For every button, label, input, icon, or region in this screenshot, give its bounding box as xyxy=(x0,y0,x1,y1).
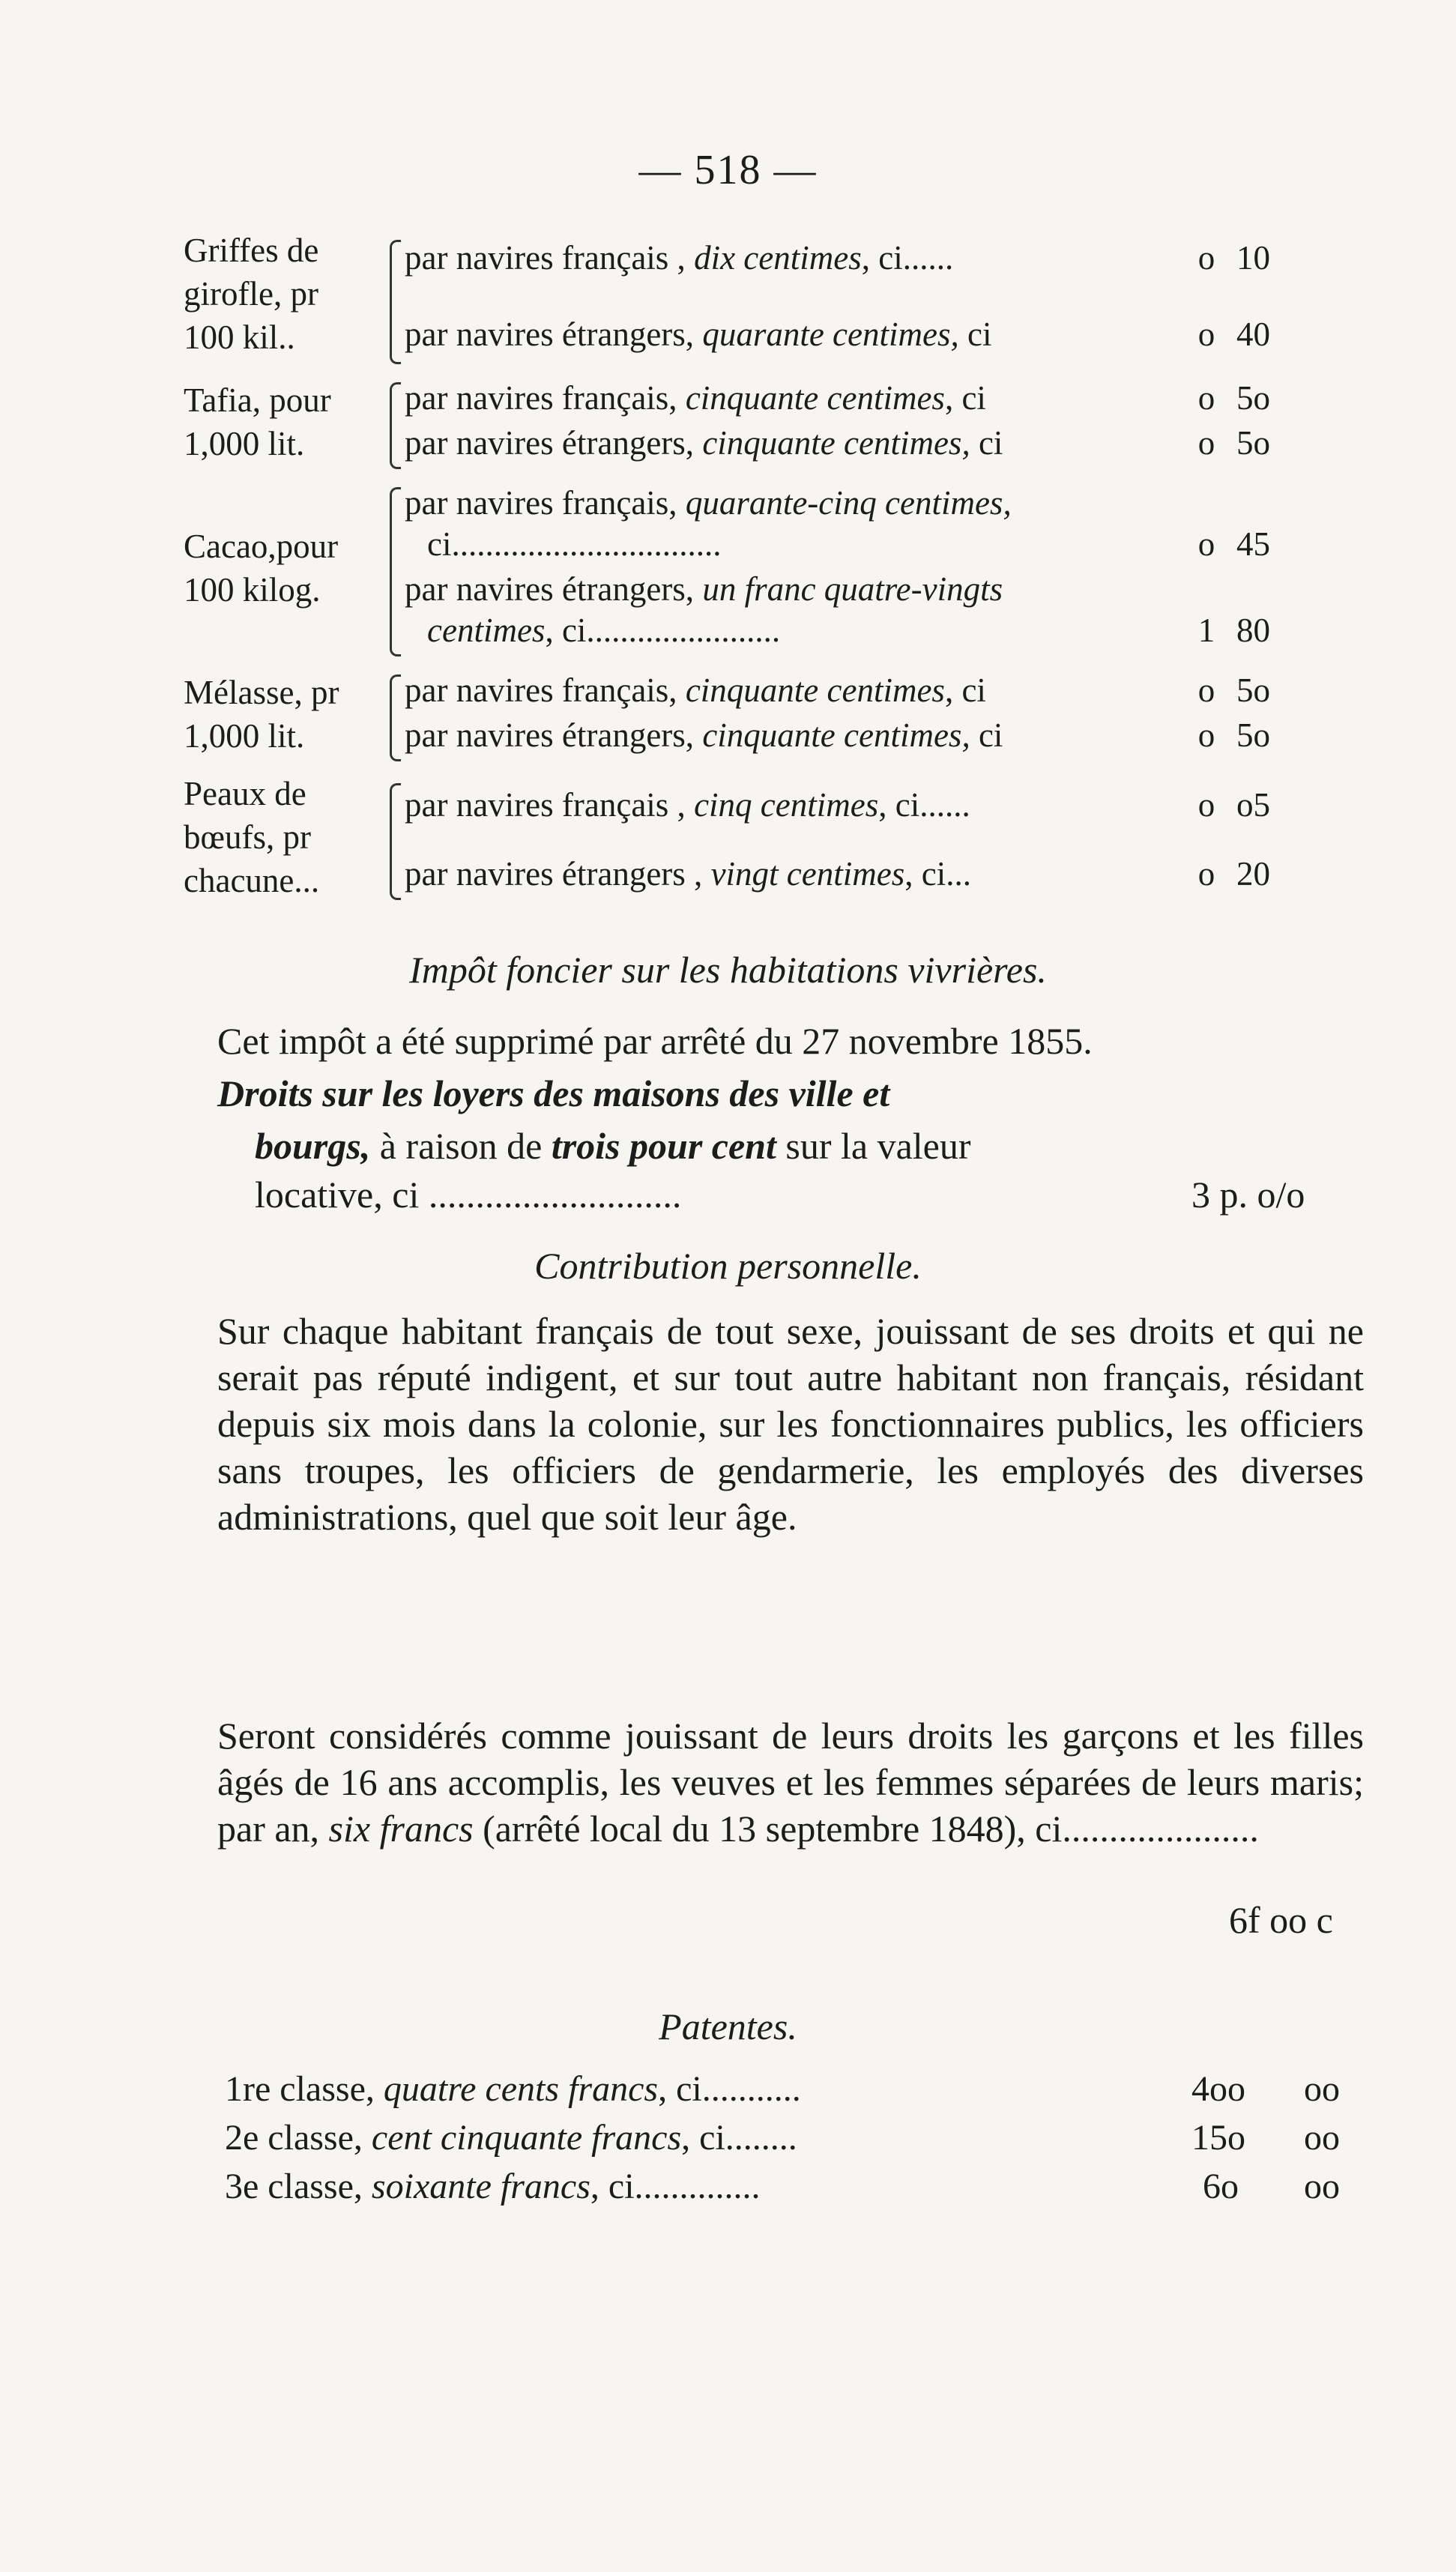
patente-row: 1re classe, quatre cents francs, ci........... xyxy=(225,2069,801,2109)
brace xyxy=(390,382,401,469)
tariff-label-line: 1,000 lit. xyxy=(184,717,305,755)
tariff-label-tafia xyxy=(184,378,331,465)
patentes-heading: Patentes. xyxy=(659,2005,797,2047)
contribution-paragraph-2: Seront considérés comme jouissant de leurs droits les garçons et les filles âgés de 16 ans accomplis, les veuves et les femmes séparées de leurs maris; par an, six francs (arrêté local du 13 septembre 1848), ci..................... xyxy=(217,1715,1364,1850)
tariff-label-line: bœufs, pr xyxy=(184,818,311,856)
patente-cents: oo xyxy=(1304,2069,1340,2109)
tariff-label-peaux xyxy=(184,772,319,902)
patente-amount: 4oo xyxy=(1191,2069,1245,2109)
tariff-row: ci................................ o 45 xyxy=(427,525,1270,563)
tariff-label-line: Tafia, pour xyxy=(184,381,331,419)
tariff-row: par navires français , cinq centimes, ci...... o o5 xyxy=(405,786,1270,824)
tariff-label-line: 100 kil.. xyxy=(184,319,295,356)
droits-line-2: bourgs, à raison de trois pour cent sur la valeur xyxy=(255,1125,971,1167)
tariff-row: par navires étrangers, cinquante centimes, ci o 5o xyxy=(405,424,1270,462)
brace xyxy=(390,487,401,656)
tariff-label-line: girofle, pr xyxy=(184,275,318,313)
tariff-label-line: 1,000 lit. xyxy=(184,425,305,462)
tariff-row: centimes, ci....................... 1 80 xyxy=(427,612,1270,649)
tariff-label-line: Griffes de xyxy=(184,232,319,269)
brace xyxy=(390,674,401,761)
tariff-row: par navires français, quarante-cinq centimes, xyxy=(405,484,1012,522)
patente-cents: oo xyxy=(1304,2167,1340,2206)
contribution-heading: Contribution personnelle. xyxy=(534,1245,922,1287)
patente-amount: 15o xyxy=(1191,2118,1245,2158)
tariff-label-cacao xyxy=(184,525,338,612)
droits-amount: 3 p. o/o xyxy=(1191,1174,1305,1216)
droits-line-3: locative, ci ........................... xyxy=(255,1174,682,1216)
tariff-row: par navires étrangers, quarante centimes, ci o 40 xyxy=(405,316,1270,353)
tariff-label-line: 100 kilog. xyxy=(184,571,321,609)
patente-amount: 6o xyxy=(1203,2167,1239,2206)
tariff-label-girofle xyxy=(184,229,318,359)
page-number: — 518 — xyxy=(638,147,818,193)
tariff-row: par navires français, cinquante centimes, ci o 5o xyxy=(405,379,1270,417)
patente-row: 3e classe, soixante francs, ci.............. xyxy=(225,2167,761,2206)
patente-cents: oo xyxy=(1304,2118,1340,2158)
contribution-amount: 6f oo c xyxy=(1229,1899,1333,1941)
brace xyxy=(390,783,401,900)
tariff-row: par navires étrangers, un franc quatre-vingts xyxy=(405,570,1003,608)
tariff-label-line: Mélasse, pr xyxy=(184,674,339,711)
impot-heading: Impôt foncier sur les habitations vivrières. xyxy=(409,949,1047,991)
brace xyxy=(390,240,401,364)
tariff-row: par navires étrangers , vingt centimes, ci... o 20 xyxy=(405,855,1270,893)
tariff-row: par navires étrangers, cinquante centimes, ci o 5o xyxy=(405,716,1270,754)
contribution-paragraph-1: Sur chaque habitant français de tout sexe, jouissant de ses droits et qui ne serait pas réputé indigent, et sur tout autre habitant non français, résidant depuis six mois dans la colonie, sur les fonctionnaires publics, les officiers sans troupes, les officiers de gendarmerie, les employés des diverses administrations, quel que soit leur âge. xyxy=(217,1310,1364,1538)
patente-row: 2e classe, cent cinquante francs, ci........ xyxy=(225,2118,797,2158)
tariff-row: par navires français , dix centimes, ci...... o 10 xyxy=(405,239,1270,277)
tariff-label-line: Cacao,pour xyxy=(184,528,339,565)
droits-line-1: Droits sur les loyers des maisons des ville et xyxy=(217,1072,890,1114)
tariff-row: par navires français, cinquante centimes, ci o 5o xyxy=(405,671,1270,709)
tariff-label-line: chacune... xyxy=(184,862,320,899)
tariff-label-melasse xyxy=(184,671,339,758)
impot-text: Cet impôt a été supprimé par arrêté du 27 novembre 1855. xyxy=(217,1020,1093,1062)
tariff-label-line: Peaux de xyxy=(184,775,306,812)
